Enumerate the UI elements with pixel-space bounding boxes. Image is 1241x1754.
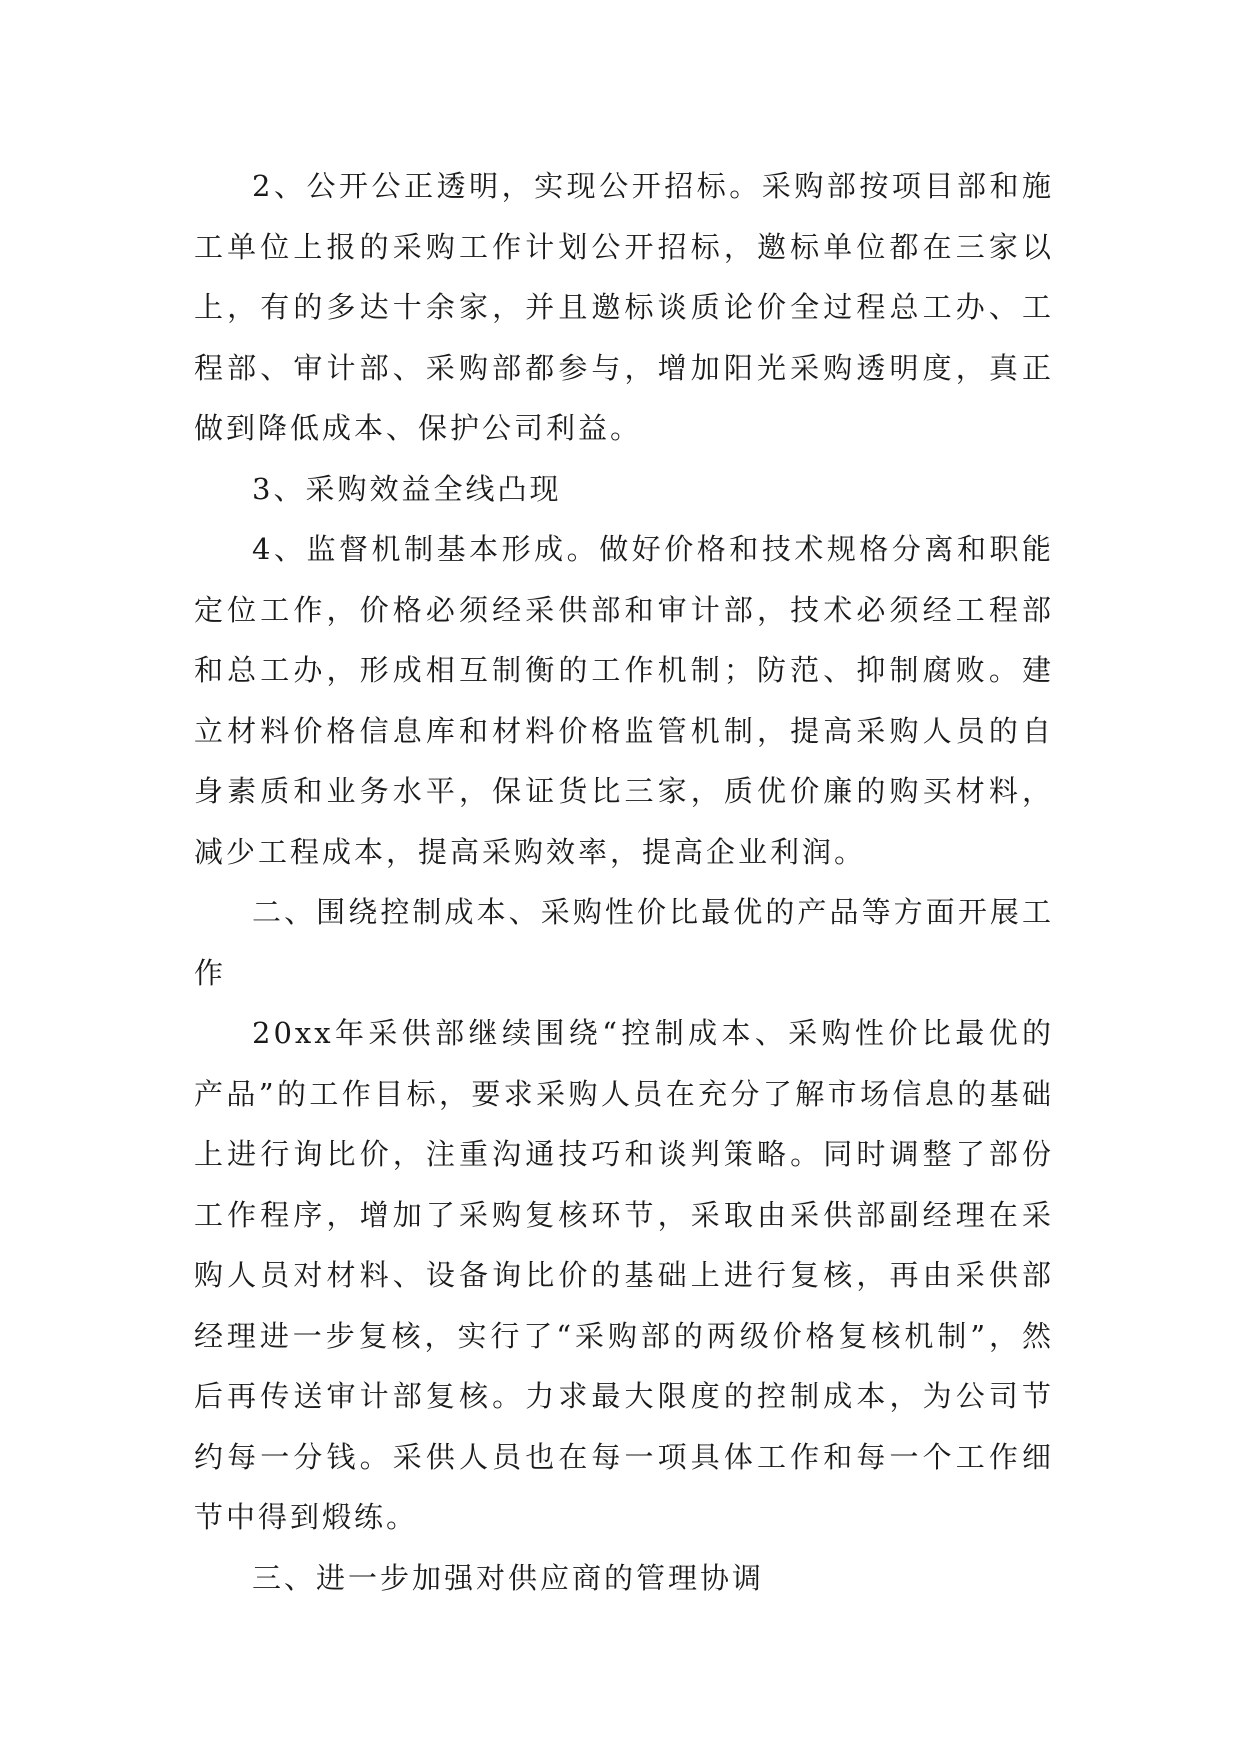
paragraph-procurement-benefits: 3、采购效益全线凸现 xyxy=(252,471,562,506)
section-heading-supplier-management: 三、进一步加强对供应商的管理协调 xyxy=(252,1560,765,1595)
paragraph-supervision-mechanism: 4、监督机制基本形成。做好价格和技术规格分离和职能定位工作，价格必须经采供部和审计部，技术必须经工程部和总工办，形成相互制衡的工作机制；防范、抑制腐败。建立材料价格信息库和材料价格监管机制，提高采购人员的自身素质和业务水平，保证货比三家，质优价廉的购买材料，减少工程成本，提高采购效率，提高企业利润。 xyxy=(194,532,1054,869)
section-heading-cost-control: 二、围绕控制成本、采购性价比最优的产品等方面开展工作 xyxy=(194,895,1054,990)
document-body xyxy=(194,156,1054,1608)
paragraph-price-review: 20xx年采供部继续围绕“控制成本、采购性价比最优的产品”的工作目标，要求采购人员在充分了解市场信息的基础上进行询比价，注重沟通技巧和谈判策略。同时调整了部份工作程序，增加了采购复核环节，采取由采供部副经理在采购人员对材料、设备询比价的基础上进行复核，再由采供部经理进一步复核，实行了“采购部的两级价格复核机制”，然后再传送审计部复核。力求最大限度的控制成本，为公司节约每一分钱。采供人员也在每一项具体工作和每一个工作细节中得到煅练。 xyxy=(194,1016,1054,1534)
paragraph-open-bidding: 2、公开公正透明，实现公开招标。采购部按项目部和施工单位上报的采购工作计划公开招标，邀标单位都在三家以上，有的多达十余家，并且邀标谈质论价全过程总工办、工程部、审计部、采购部都参与，增加阳光采购透明度，真正做到降低成本、保护公司利益。 xyxy=(194,169,1054,445)
